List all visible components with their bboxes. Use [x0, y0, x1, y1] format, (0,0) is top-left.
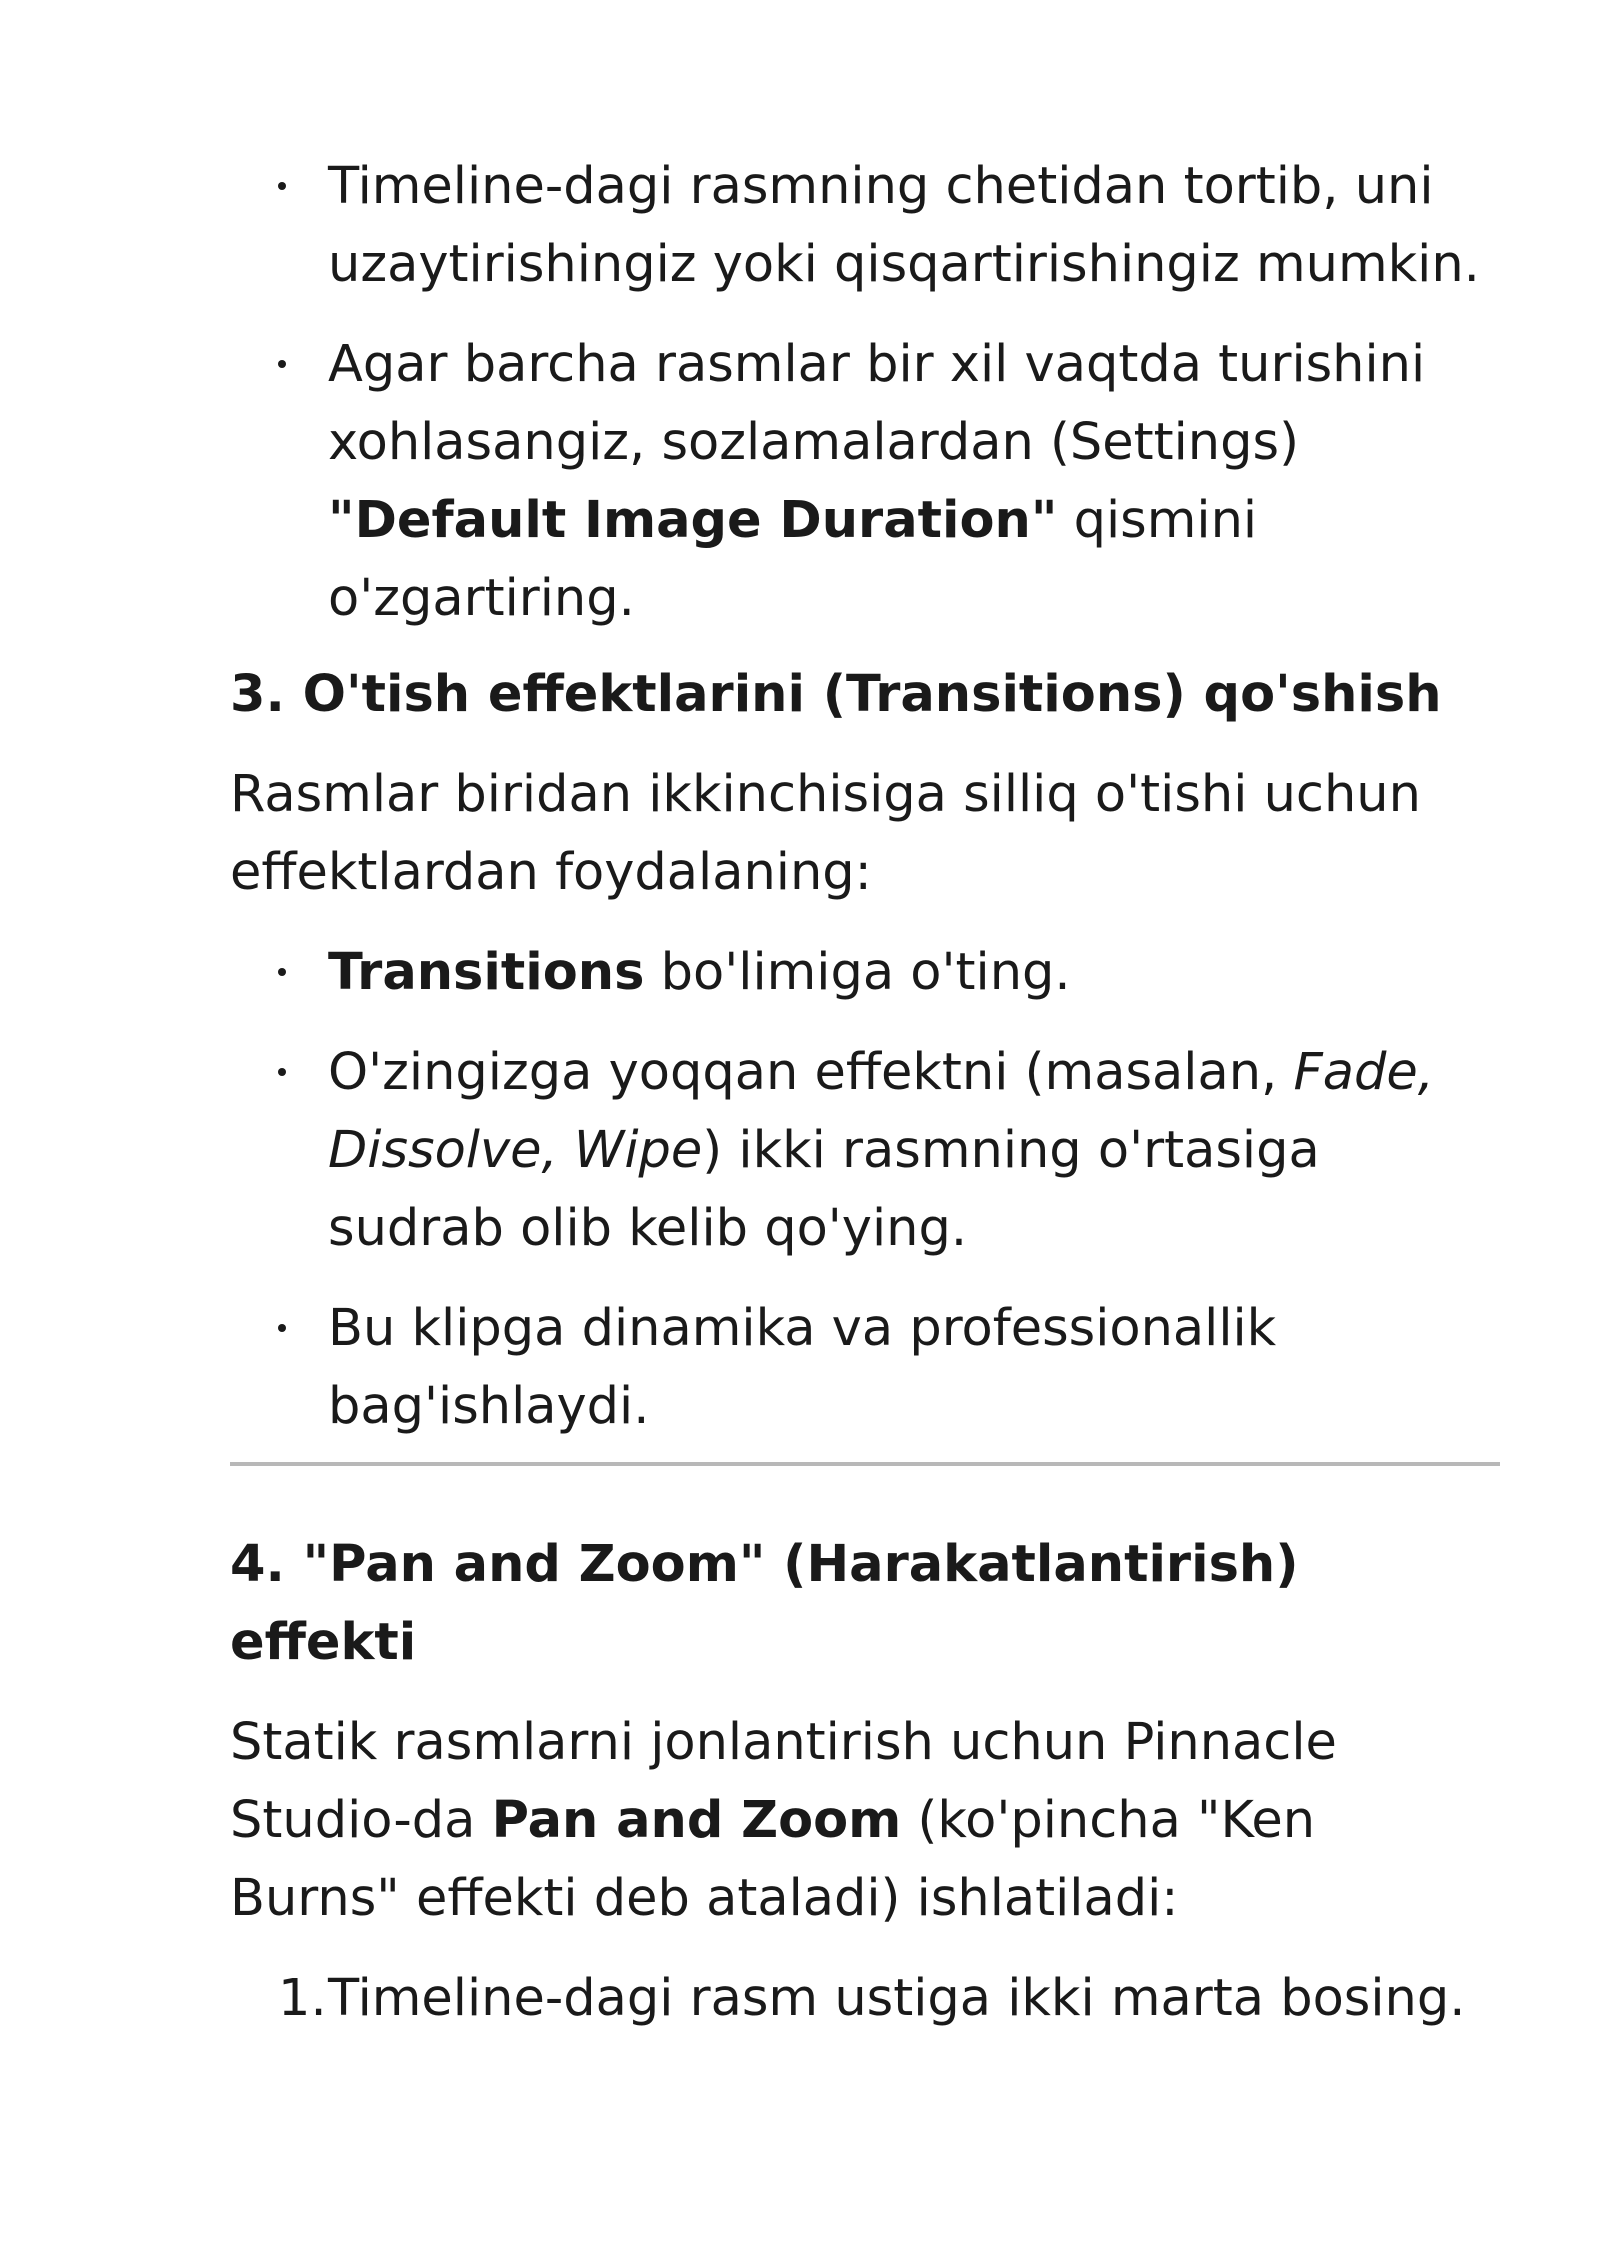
section-4-intro [230, 1704, 1500, 1938]
bullet-dot [278, 1324, 286, 1332]
section-3-intro: Rasmlar biridan ikkinchisiga silliq o'tishi uchun effektlardan foydalaning: [230, 765, 1421, 902]
bullet-italic-examples: Fade, Dissolve, Wipe [328, 1043, 1435, 1180]
section-3-bullet-list [230, 934, 1500, 1446]
bullet-dot [278, 182, 286, 190]
bullet-text-end: qismini o'zgartiring. [328, 491, 1258, 628]
bullet-text: Bu klipga dinamika va professionallik bag'ishlaydi. [328, 1299, 1277, 1436]
list-item [230, 1960, 1500, 2038]
intro-bold-term: Pan and Zoom [491, 1791, 902, 1850]
list-item [230, 326, 1500, 638]
bullet-text-start: O'zingizga yoqqan effektni (masalan, [328, 1043, 1294, 1102]
bullet-text: Timeline-dagi rasmning chetidan tortib, uni uzaytirishingiz yoki qisqartirishingiz mumkin. [328, 157, 1480, 294]
section-4-numbered-list [230, 1960, 1500, 2038]
intro-text-start: Statik rasmlarni jonlantirish uchun Pinnacle Studio-da [230, 1713, 1337, 1850]
section-3-heading: 3. O'tish effektlarini (Transitions) qo'shish [230, 665, 1442, 724]
bullet-text-end: bo'limiga o'ting. [644, 943, 1071, 1002]
list-item [230, 934, 1500, 1012]
bullet-dot [278, 360, 286, 368]
prev-section-bullet-list [230, 148, 1500, 638]
bullet-dot [278, 1068, 286, 1076]
list-item [230, 1290, 1500, 1446]
intro-text-end: (ko'pincha "Ken Burns" effekti deb ataladi) ishlatiladi: [230, 1791, 1316, 1928]
list-item [230, 148, 1500, 304]
list-item [230, 1034, 1500, 1268]
bullet-dot [278, 968, 286, 976]
bullet-text-start: Agar barcha rasmlar bir xil vaqtda turishini xohlasangiz, sozlamalardan (Settings) [328, 335, 1426, 472]
step-number: 1. [278, 1969, 327, 2028]
bullet-bold-term: "Default Image Duration" [328, 491, 1058, 550]
document-body [230, 148, 1500, 2038]
step-text: Timeline-dagi rasm ustiga ikki marta bosing. [328, 1969, 1466, 2028]
horizontal-divider [230, 1462, 1500, 1466]
bullet-bold-term: Transitions [328, 943, 645, 1002]
section-4-heading: 4. "Pan and Zoom" (Harakatlantirish) effekti [230, 1535, 1299, 1672]
bullet-text-end: ) ikki rasmning o'rtasiga sudrab olib kelib qo'ying. [328, 1121, 1320, 1258]
